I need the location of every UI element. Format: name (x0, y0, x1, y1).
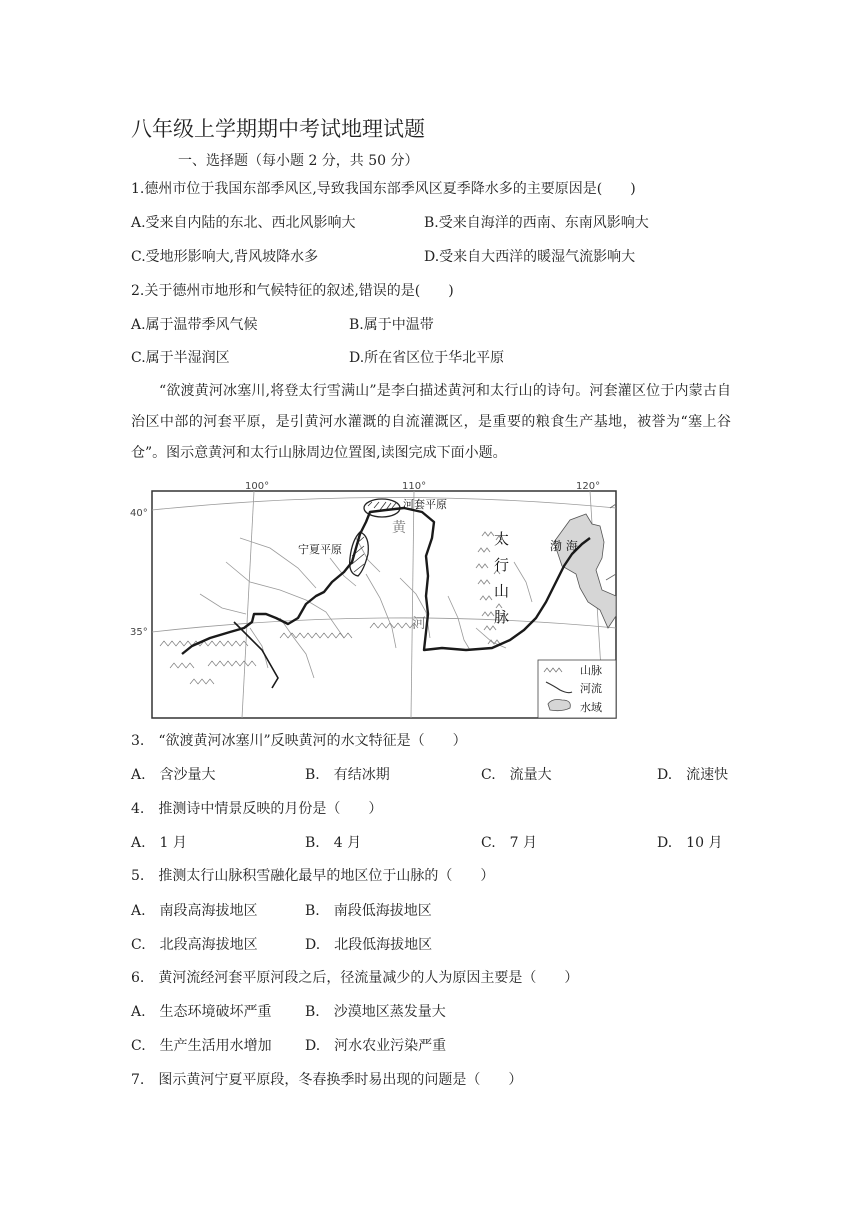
question-2-option-d: D.所在省区位于华北平原 (349, 350, 505, 366)
section-heading: 一、选择题（每小题 2 分，共 50 分） (178, 153, 419, 169)
legend-mountain-label: 山脉 (580, 664, 602, 677)
question-4-option-c: C. 7 月 (481, 835, 538, 851)
legend-water-icon (548, 700, 570, 711)
question-4-stem: 4. 推测诗中情景反映的月份是（ ） (131, 801, 383, 817)
question-6-stem: 6. 黄河流经河套平原河段之后，径流量减少的人为原因主要是（ ） (131, 970, 579, 986)
question-3-option-b: B. 有结冰期 (305, 767, 390, 783)
question-6-option-a: A. 生态环境破坏严重 (131, 1004, 272, 1020)
reading-passage (131, 376, 731, 469)
yellow-river-label-huang: 黄 (392, 520, 406, 536)
question-6-option-c: C. 生产生活用水增加 (131, 1038, 272, 1054)
question-1-option-a: A.受来自内陆的东北、西北风影响大 (131, 215, 356, 231)
latitude-label-40: 40° (130, 508, 148, 519)
question-6-option-d: D. 河水农业污染严重 (305, 1038, 447, 1054)
ningxia-plain-label: 宁夏平原 (298, 543, 342, 556)
legend-river-label: 河流 (580, 682, 602, 695)
question-1-option-d: D.受来自大西洋的暖湿气流影响大 (424, 249, 636, 265)
question-3-option-a: A. 含沙量大 (131, 767, 216, 783)
question-7-stem: 7. 图示黄河宁夏平原段，冬春换季时易出现的问题是（ ） (131, 1072, 523, 1088)
longitude-label-110: 110° (402, 481, 427, 492)
question-3-option-d: D. 流速快 (657, 767, 729, 783)
hetao-plain-label: 河套平原 (403, 498, 447, 511)
question-3-stem: 3. “欲渡黄河冰塞川”反映黄河的水文特征是（ ） (131, 733, 467, 749)
question-1-option-b: B.受来自海洋的西南、东南风影响大 (424, 215, 649, 231)
question-5-stem: 5. 推测太行山脉积雪融化最早的地区位于山脉的（ ） (131, 868, 495, 884)
reading-passage-text: “欲渡黄河冰塞川,将登太行雪满山”是李白描述黄河和太行山的诗句。河套灌区位于内蒙古自治区中部的河套平原，是引黄河水灌溉的自流灌溉区，是重要的粮食生产基地，被誉为“塞上谷仓”。图示意黄河和太行山脉周边位置图,读图完成下面小题。 (131, 383, 731, 461)
yellow-river-label-he: 河 (412, 616, 426, 632)
latitude-label-35: 35° (130, 627, 148, 638)
question-4-option-b: B. 4 月 (305, 835, 362, 851)
taihang-label-3: 山 (494, 582, 510, 600)
question-2-option-c: C.属于半湿润区 (131, 350, 230, 366)
question-2-stem: 2.关于德州市地形和气候特征的叙述,错误的是( ) (131, 283, 454, 299)
question-2-option-b: B.属于中温带 (349, 317, 434, 333)
question-1-stem: 1.德州市位于我国东部季风区,导致我国东部季风区夏季降水多的主要原因是( ) (131, 181, 636, 197)
page-title: 八年级上学期期中考试地理试题 (131, 117, 425, 141)
question-1-option-c: C.受地形影响大,背风坡降水多 (131, 249, 319, 265)
longitude-label-120: 120° (576, 481, 601, 492)
taihang-label-1: 太 (494, 530, 510, 548)
taihang-label-2: 行 (494, 556, 510, 574)
question-6-option-b: B. 沙漠地区蒸发量大 (305, 1004, 446, 1020)
question-3-option-c: C. 流量大 (481, 767, 552, 783)
yellow-river-taihang-map (130, 478, 620, 720)
question-4-option-a: A. 1 月 (131, 835, 187, 851)
bohai-sea-label: 渤 海 (550, 539, 578, 553)
question-5-option-d: D. 北段低海拔地区 (305, 937, 433, 953)
question-5-option-b: B. 南段低海拔地区 (305, 903, 432, 919)
map-legend (538, 660, 616, 718)
question-5-option-c: C. 北段高海拔地区 (131, 937, 258, 953)
question-5-option-a: A. 南段高海拔地区 (131, 903, 258, 919)
longitude-label-100: 100° (245, 481, 270, 492)
question-2-option-a: A.属于温带季风气候 (131, 317, 258, 333)
question-4-option-d: D. 10 月 (657, 835, 723, 851)
legend-water-label: 水域 (580, 701, 602, 714)
taihang-label-4: 脉 (494, 608, 510, 626)
